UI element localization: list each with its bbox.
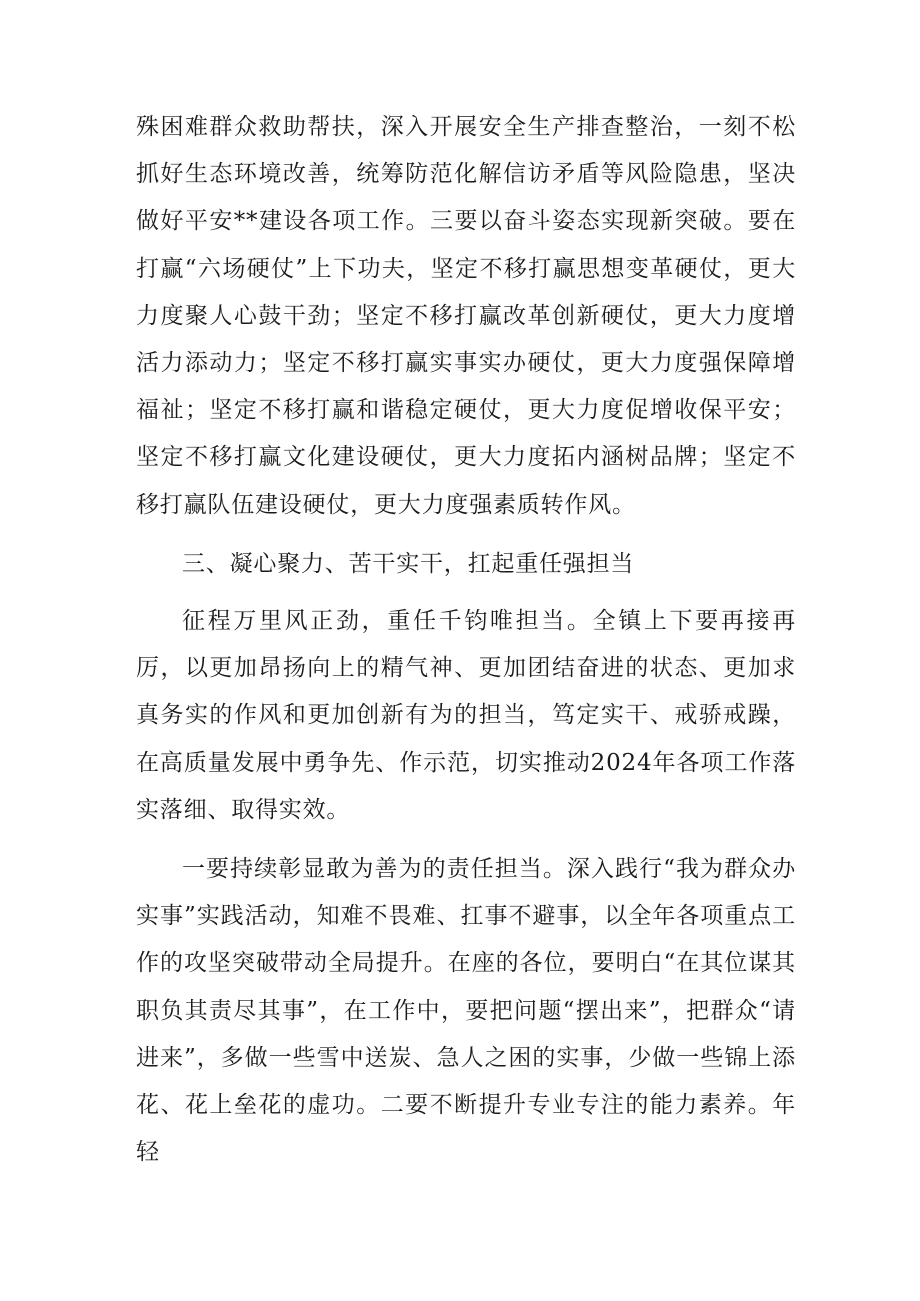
document-page xyxy=(136,104,796,1176)
paragraph-intro: 征程万里风正劲，重任千钧唯担当。全镇上下要再接再厉，以更加昂扬向上的精气神、更加团结奋进的状态、更加求真务实的作风和更加创新有为的担当，笃定实干、戒骄戒躁，在高质量发展中勇争先、作示范，切实推动2024年各项工作落实落细、取得实效。 xyxy=(136,608,796,823)
paragraph-continuation: 殊困难群众救助帮扶，深入开展安全生产排查整治，一刻不松抓好生态环境改善，统筹防范化解信访矛盾等风险隐患，坚决做好平安**建设各项工作。三要以奋斗姿态实现新突破。要在打赢“六场硬仗”上下功夫，坚定不移打赢思想变革硬仗，更大力度聚人心鼓干劲；坚定不移打赢改革创新硬仗，更大力度增活力添动力；坚定不移打赢实事实办硬仗，更大力度强保障增福祉；坚定不移打赢和谐稳定硬仗，更大力度促增收保平安；坚定不移打赢文化建设硬仗，更大力度拓内涵树品牌；坚定不移打赢队伍建设硬仗，更大力度强素质转作风。 xyxy=(136,114,796,518)
section-heading: 三、凝心聚力、苦干实干，扛起重任强担当 xyxy=(182,550,635,577)
paragraph-responsibility: 一要持续彰显敢为善为的责任担当。深入践行“我为群众办实事”实践活动，知难不畏难、扛事不避事，以全年各项重点工作的攻坚突破带动全局提升。在座的各位，要明白“在其位谋其职负其责尽其事”，在工作中，要把问题“摆出来”，把群众“请进来”，多做一些雪中送炭、急人之困的实事，少做一些锦上添花、花上垒花的虚功。二要不断提升专业专注的能力素养。年轻 xyxy=(136,856,796,1166)
